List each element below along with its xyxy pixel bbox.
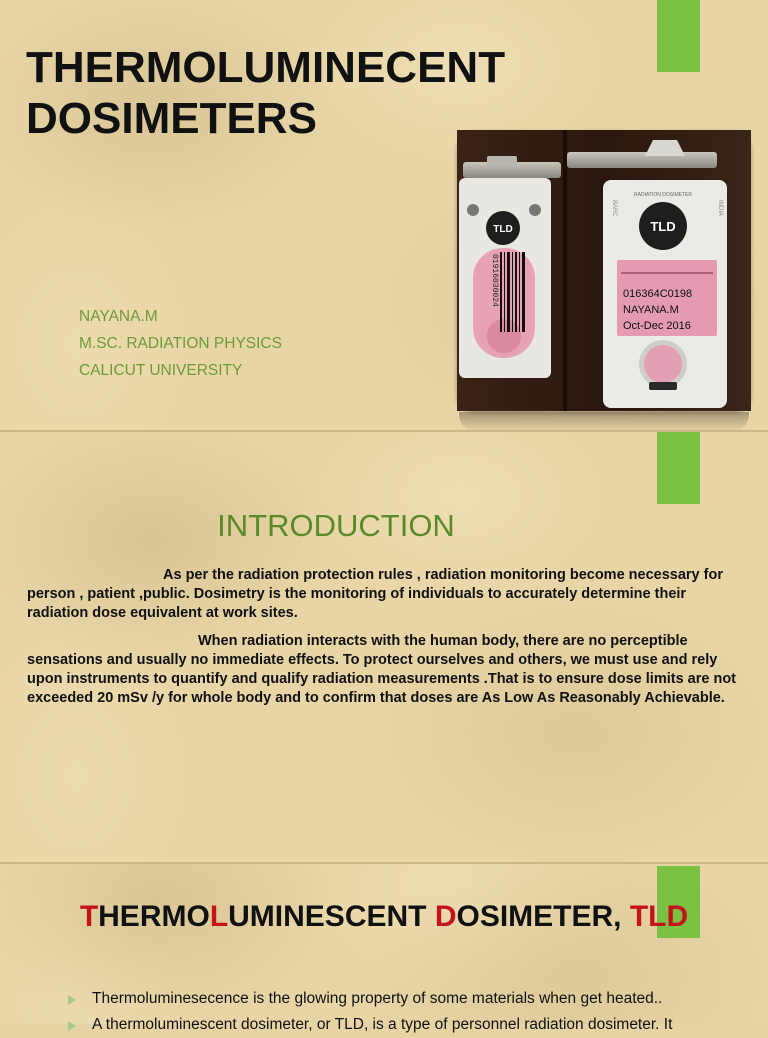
presentation-title xyxy=(26,42,505,144)
tld-heading-letter-t: T xyxy=(79,900,99,933)
tld-heading-acronym: TLD xyxy=(629,900,689,933)
tld-heading-part: UMINESCENT xyxy=(228,900,435,933)
right-badge-top-text: RADIATION DOSIMETER xyxy=(634,192,692,198)
title-slide xyxy=(0,0,768,430)
right-badge-logo: TLD xyxy=(650,219,676,234)
tld-bullet-list xyxy=(66,986,672,1038)
bullet-text: Thermoluminesecence is the glowing property of some materials when get heated.. xyxy=(92,990,663,1007)
tld-heading-part: HERMO xyxy=(98,900,210,933)
author-block xyxy=(79,303,282,384)
right-badge-side-right: INDIA xyxy=(717,200,723,217)
label-line-3: Oct-Dec 2016 xyxy=(623,320,691,332)
author-name: NAYANA.M xyxy=(79,308,158,325)
accent-bar xyxy=(657,432,700,504)
left-badge-code: 01916030024 xyxy=(490,254,499,307)
intro-paragraph-2-text: When radiation interacts with the human body, there are no perceptible sensations and usually no immediate effects. To protect ourselves and others, we must use and rely upon instruments to quantify and qualify radiation measurements .That is to ensure dose limits are not exceeded 20 mSv /y for whole body and to confirm that doses are As Low As Reasonably Achievable. xyxy=(27,633,736,706)
tld-badges-illustration xyxy=(457,130,751,411)
list-item xyxy=(66,1012,672,1038)
bullet-triangle-icon xyxy=(68,1021,76,1031)
tld-heading-part: OSIMETER, xyxy=(456,900,630,933)
tld-heading xyxy=(0,900,768,934)
intro-paragraph-1-text: As per the radiation protection rules , radiation monitoring become necessary for person , patient ,public. Dosimetry is the monitoring of individuals to accurately determine their radiation dose equivalent at work sites. xyxy=(27,567,723,621)
accent-bar xyxy=(657,0,700,72)
title-line-2: DOSIMETERS xyxy=(26,94,317,143)
tld-badge-photo xyxy=(457,130,751,411)
photo-reflection xyxy=(459,412,749,432)
author-university: CALICUT UNIVERSITY xyxy=(79,362,243,379)
bullet-triangle-icon xyxy=(68,995,76,1005)
tld-slide xyxy=(0,864,768,1033)
right-badge-side-left: BARC xyxy=(611,200,617,217)
label-line-1: 016364C0198 xyxy=(623,288,693,300)
introduction-heading: INTRODUCTION xyxy=(217,508,455,543)
intro-paragraph-1 xyxy=(27,566,747,623)
title-line-1: THERMOLUMINECENT xyxy=(26,43,506,92)
bullet-text: A thermoluminescent dosimeter, or TLD, is a type of personnel radiation dosimeter. It xyxy=(92,1016,673,1033)
tld-heading-letter-l: L xyxy=(209,900,229,933)
left-badge xyxy=(459,156,561,378)
tld-heading-letter-d: D xyxy=(434,900,457,933)
label-line-2: NAYANA.M xyxy=(623,304,679,316)
left-badge-logo: TLD xyxy=(493,224,513,235)
intro-paragraph-2 xyxy=(27,632,747,708)
author-degree: M.SC. RADIATION PHYSICS xyxy=(79,335,282,352)
introduction-slide xyxy=(0,432,768,862)
list-item xyxy=(66,986,672,1012)
